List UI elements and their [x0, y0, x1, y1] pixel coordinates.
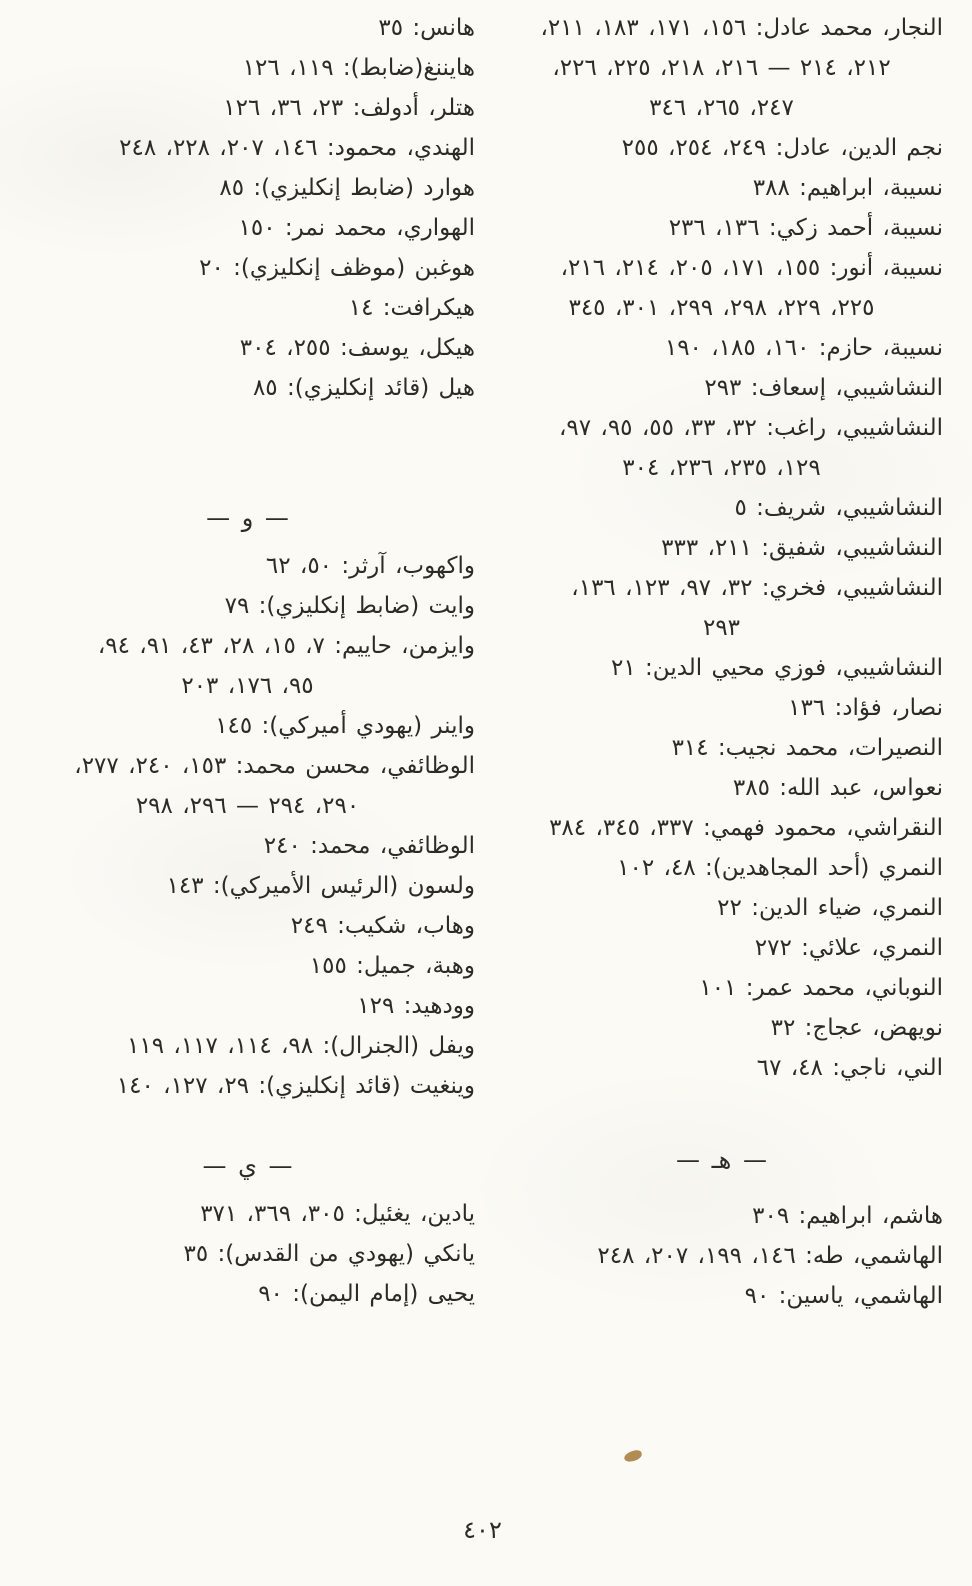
index-entry	[20, 826, 475, 866]
index-entry	[500, 128, 943, 168]
index-entry	[500, 768, 943, 808]
index-entry	[500, 168, 943, 208]
entry-line-continuation: ٩٥، ١٧٦، ٢٠٣	[181, 673, 314, 699]
entry-line-continuation: ٢١٢، ٢١٤ — ٢١٦، ٢١٨، ٢٢٥، ٢٢٦،	[552, 55, 891, 81]
entry-line-first: النمري (أحد المجاهدين): ٤٨، ١٠٢	[617, 855, 943, 881]
entry-line-first: الني، ناجي: ٤٨، ٦٧	[756, 1055, 943, 1081]
section-letter-header: — هـ —	[676, 1146, 767, 1174]
entry-line-first: نصار، فؤاد: ١٣٦	[788, 695, 943, 721]
entry-line-first: النشاشيبي، فخري: ٣٢، ٩٧، ١٢٣، ١٣٦،	[571, 575, 943, 601]
index-entry	[500, 1236, 943, 1276]
index-entry	[20, 546, 475, 586]
index-entry	[500, 528, 943, 568]
index-entry	[500, 408, 943, 488]
index-entry	[500, 1008, 943, 1048]
entry-line-first: نجم الدين، عادل: ٢٤٩، ٢٥٤، ٢٥٥	[621, 135, 943, 161]
entry-line-first: هيل (قائد إنكليزي): ٨٥	[252, 375, 475, 401]
entry-line-first: الهندي، محمود: ١٤٦، ٢٠٧، ٢٢٨، ٢٤٨	[119, 135, 475, 161]
index-entry	[20, 328, 475, 368]
entry-line-first: واكهوب، آرثر: ٥٠، ٦٢	[265, 553, 475, 579]
entry-line-first: يادين، يغئيل: ٣٠٥، ٣٦٩، ٣٧١	[200, 1201, 475, 1227]
index-entry	[500, 248, 943, 328]
index-entry	[20, 746, 475, 826]
entry-line-first: الهواري، محمد نمر: ١٥٠	[238, 215, 475, 241]
entry-line-first: وايزمن، حاييم: ٧، ١٥، ٢٨، ٤٣، ٩١، ٩٤،	[97, 633, 475, 659]
index-column-right	[500, 8, 943, 1316]
entry-line-first: وينغيت (قائد إنكليزي): ٢٩، ١٢٧، ١٤٠	[116, 1073, 475, 1099]
entry-line-continuation: ٢٩٠، ٢٩٤ — ٢٩٦، ٢٩٨	[135, 793, 360, 819]
index-entry	[500, 648, 943, 688]
index-entry	[500, 688, 943, 728]
entry-line-first: النقراشي، محمود فهمي: ٣٣٧، ٣٤٥، ٣٨٤	[549, 815, 943, 841]
index-entry	[20, 368, 475, 408]
index-entry	[500, 1276, 943, 1316]
entry-line-continuation: ١٢٩، ٢٣٥، ٢٣٦، ٣٠٤	[622, 455, 821, 481]
index-section	[20, 1146, 475, 1314]
index-entry	[500, 568, 943, 648]
ink-speck	[623, 1449, 643, 1463]
index-entry	[500, 8, 943, 128]
entry-line-first: هايننغ(ضابط): ١١٩، ١٢٦	[242, 55, 475, 81]
entry-line-first: النشاشيبي، شريف: ٥	[734, 495, 943, 521]
index-entry	[20, 168, 475, 208]
index-entry	[20, 1274, 475, 1314]
section-letter-header: — ي —	[202, 1152, 293, 1180]
index-entry	[20, 88, 475, 128]
index-entry	[20, 248, 475, 288]
entry-line-first: النمري، ضياء الدين: ٢٢	[717, 895, 943, 921]
entry-line-first: نويهض، عجاج: ٣٢	[770, 1015, 943, 1041]
entry-line-first: هوارد (ضابط إنكليزي): ٨٥	[219, 175, 475, 201]
entry-line-continuation: ٢٩٣	[702, 615, 741, 641]
entry-line-first: الوظائفي، محمد: ٢٤٠	[263, 833, 475, 859]
entry-line-first: النمري، علائي: ٢٧٢	[754, 935, 943, 961]
index-entry	[500, 1196, 943, 1236]
index-entry	[500, 888, 943, 928]
entry-line-first: نسيبة، أنور: ١٥٥، ١٧١، ٢٠٥، ٢١٤، ٢١٦،	[560, 255, 943, 281]
entry-line-first: وهبة، جميل: ١٥٥	[309, 953, 475, 979]
index-entry	[20, 1066, 475, 1106]
entry-line-first: الهاشمي، طه: ١٤٦، ١٩٩، ٢٠٧، ٢٤٨	[597, 1243, 943, 1269]
index-entry	[20, 586, 475, 626]
index-entry	[500, 488, 943, 528]
entry-line-first: هيكل، يوسف: ٢٥٥، ٣٠٤	[239, 335, 475, 361]
index-entry	[20, 1026, 475, 1066]
entry-line-first: يانكي (يهودي من القدس): ٣٥	[183, 1241, 475, 1267]
entry-line-first: النصيرات، محمد نجيب: ٣١٤	[671, 735, 943, 761]
entry-line-first: يحيى (إمام اليمن): ٩٠	[258, 1281, 475, 1307]
index-entry	[20, 8, 475, 48]
entry-line-continuation: ٢٢٥، ٢٢٩، ٢٩٨، ٢٩٩، ٣٠١، ٣٤٥	[568, 295, 875, 321]
index-section	[500, 8, 943, 1088]
entry-line-first: النشاشيبي، فوزي محيي الدين: ٢١	[611, 655, 943, 681]
index-section	[20, 498, 475, 1106]
index-entry	[500, 928, 943, 968]
index-entry	[500, 368, 943, 408]
index-entry	[20, 1194, 475, 1234]
entry-line-first: وودهيد: ١٢٩	[357, 993, 475, 1019]
entry-line-first: هوغبن (موظف إنكليزي): ٢٠	[199, 255, 475, 281]
index-entry	[20, 906, 475, 946]
index-entry	[500, 728, 943, 768]
entry-line-first: وهاب، شكيب: ٢٤٩	[290, 913, 475, 939]
entry-line-first: هتلر، أدولف: ٢٣، ٣٦، ١٢٦	[223, 95, 475, 121]
entry-line-first: الوظائفي، محسن محمد: ١٥٣، ٢٤٠، ٢٧٧،	[74, 753, 475, 779]
entry-line-first: النشاشيبي، إسعاف: ٢٩٣	[704, 375, 943, 401]
entry-line-continuation: ٢٤٧، ٢٦٥، ٣٤٦	[649, 95, 794, 121]
entry-line-first: ويفل (الجنرال): ٩٨، ١١٤، ١١٧، ١١٩	[127, 1033, 475, 1059]
index-entry	[500, 848, 943, 888]
index-entry	[500, 808, 943, 848]
entry-line-first: ولسون (الرئيس الأميركي): ١٤٣	[166, 873, 475, 899]
entry-line-first: النشاشيبي، راغب: ٣٢، ٣٣، ٥٥، ٩٥، ٩٧،	[558, 415, 943, 441]
index-entry	[500, 208, 943, 248]
index-entry	[20, 1234, 475, 1274]
entry-line-first: واينر (يهودي أميركي): ١٤٥	[215, 713, 475, 739]
entry-line-first: النشاشيبي، شفيق: ٢١١، ٣٣٣	[661, 535, 943, 561]
index-entry	[20, 866, 475, 906]
index-entry	[20, 946, 475, 986]
entry-line-first: هاشم، ابراهيم: ٣٠٩	[752, 1203, 943, 1229]
entry-line-first: الهاشمي، ياسين: ٩٠	[744, 1283, 943, 1309]
index-entry	[20, 48, 475, 88]
entry-line-first: النجار، محمد عادل: ١٥٦، ١٧١، ١٨٣، ٢١١،	[540, 15, 943, 41]
index-section	[20, 8, 475, 408]
index-entry	[500, 1048, 943, 1088]
page-number: ٤٠٢	[463, 1516, 502, 1544]
entry-line-first: النوباني، محمد عمر: ١٠١	[699, 975, 943, 1001]
index-entry	[500, 968, 943, 1008]
entry-line-first: هيكرافت: ١٤	[348, 295, 475, 321]
index-entry	[500, 328, 943, 368]
index-column-left	[20, 8, 475, 1316]
index-entry	[20, 288, 475, 328]
section-letter-header: — و —	[206, 504, 289, 532]
entry-line-first: هانس: ٣٥	[378, 15, 475, 41]
index-entry	[20, 128, 475, 168]
index-entry	[20, 208, 475, 248]
entry-line-first: نسيبة، أحمد زكي: ١٣٦، ٢٣٦	[668, 215, 943, 241]
entry-line-first: وايت (ضابط إنكليزي): ٧٩	[224, 593, 475, 619]
index-entry	[20, 626, 475, 706]
entry-line-first: نسيبة، ابراهيم: ٣٨٨	[752, 175, 943, 201]
entry-line-first: نعواس، عبد الله: ٣٨٥	[732, 775, 943, 801]
index-entry	[20, 706, 475, 746]
index-section	[500, 1140, 943, 1316]
entry-line-first: نسيبة، حازم: ١٦٠، ١٨٥، ١٩٠	[664, 335, 943, 361]
index-entry	[20, 986, 475, 1026]
